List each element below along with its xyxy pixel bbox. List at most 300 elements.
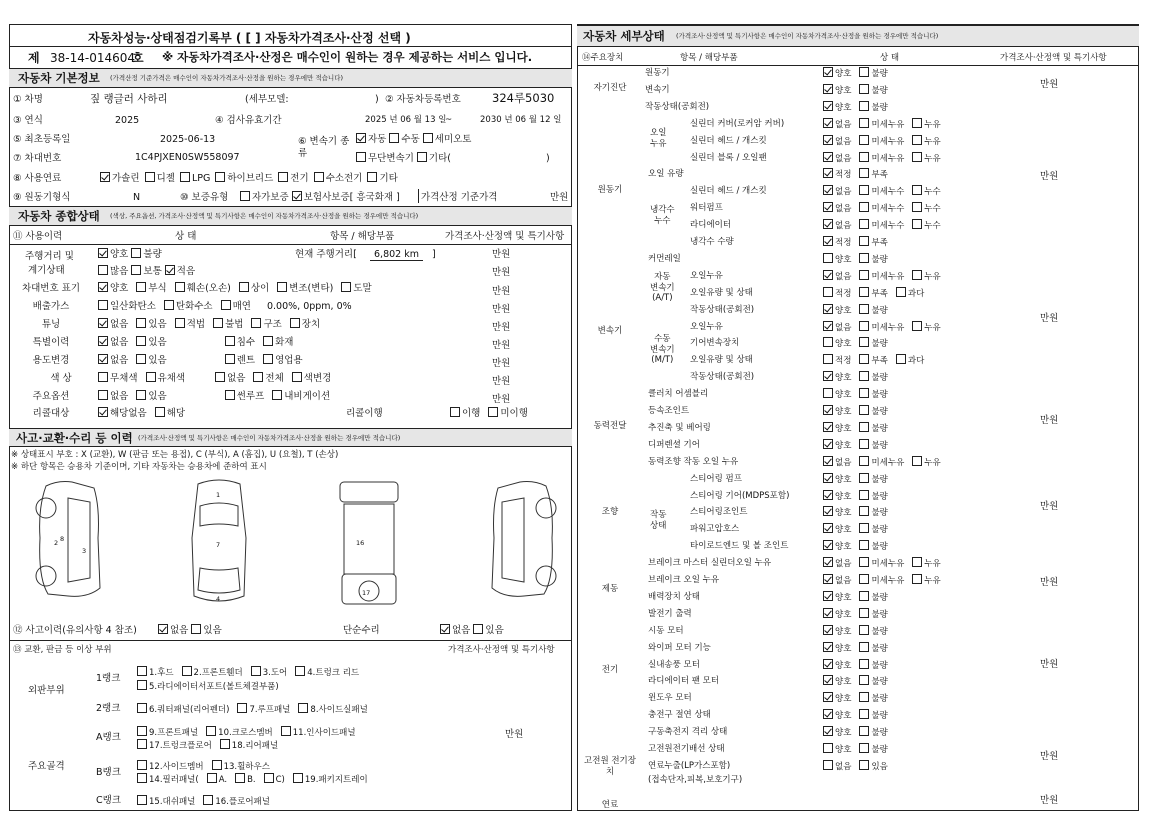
detail-8-1-checkbox[interactable] [823,202,833,212]
part-pb2-3-label: C) [275,775,285,785]
detail-13-2-label: 부족 [871,288,888,299]
detail-34-2-label: 불량 [871,643,888,654]
part-p2-1-label: 7.루프패널 [249,705,291,715]
summary-col-2: 상 태 [175,231,197,242]
summary-r5-1-label: 있음 [148,337,167,348]
summary-r3-1-label: 탄화수소 [175,301,213,312]
car-label-4: 4 [216,595,221,603]
detail-0-1-label: 양호 [835,69,852,79]
detail-1-1-checkbox[interactable] [823,84,833,94]
summary-r6-2-checkbox[interactable] [225,354,235,364]
part-p1-2-checkbox[interactable] [251,666,261,676]
detail-12-2-checkbox[interactable] [859,270,869,280]
detail-13-2-checkbox[interactable] [859,287,869,297]
detail-22-2-label: 불량 [871,440,888,451]
summary-r3-1-checkbox[interactable] [164,300,174,310]
fuel-other-checkbox[interactable] [367,172,377,182]
first-reg-label: ⑤ 최초등록일 [13,134,71,145]
summary-r2-5-checkbox[interactable] [341,282,351,292]
summary-r8-1-checkbox[interactable] [136,390,146,400]
emission-values: 0.00%, 0ppm, 0% [266,301,352,312]
summary-r4-1-checkbox[interactable] [136,318,146,328]
detail-31-2-checkbox[interactable] [859,591,869,601]
part-p2-0-checkbox[interactable] [137,703,147,713]
detail-36-2-checkbox[interactable] [859,675,869,685]
detail-item-5: 실린더 블록 / 오일팬 [690,152,767,163]
detail-4-1-checkbox[interactable] [823,135,833,145]
part-p1-0-checkbox[interactable] [137,666,147,676]
hybrid-checkbox[interactable] [215,172,225,182]
detail-39-1-checkbox[interactable] [823,726,833,736]
car-right-side-diagram [476,478,564,602]
detail-33-2-checkbox[interactable] [859,625,869,635]
insurance-warranty-checkbox[interactable] [292,191,302,201]
summary-r2-4-checkbox[interactable] [277,282,287,292]
repair-none-checkbox[interactable] [440,624,450,634]
detail-5-3-label: 누유 [924,153,941,164]
part-p1-3-label: 4.트렁크 리드 [307,668,360,678]
detail-11-2-checkbox[interactable] [859,253,869,263]
detail-5-2-checkbox[interactable] [859,152,869,162]
part-pb-0-checkbox[interactable] [137,760,147,770]
detail-41-1-checkbox[interactable] [823,760,833,770]
detail-32-1-checkbox[interactable] [823,608,833,618]
gasoline-checkbox[interactable] [100,172,110,182]
detail-3-1-checkbox[interactable] [823,118,833,128]
detail-23-2-checkbox[interactable] [859,456,869,466]
detail-32-2-checkbox[interactable] [859,608,869,618]
accident-history-options: 없음 있음 [158,624,222,636]
detail-9-1-checkbox[interactable] [823,219,833,229]
detail-29-1-checkbox[interactable] [823,557,833,567]
detail-10-1-label: 적정 [835,238,852,248]
detail-item-40: 고전원전기배선 상태 [648,744,725,754]
detail-9-2-checkbox[interactable] [859,219,869,229]
detail-11-1-label: 양호 [835,254,852,265]
detail-20-2-label: 불량 [871,407,888,417]
detail-27-2-checkbox[interactable] [859,523,869,533]
detail-6-2-checkbox[interactable] [859,168,869,178]
summary-r3-0-checkbox[interactable] [98,300,108,310]
summary-row-options-r7 [98,372,339,384]
detail-7-2-checkbox[interactable] [859,185,869,195]
summary-r8-2-label: 썬루프 [236,391,265,402]
summary-r4-3-checkbox[interactable] [213,318,223,328]
detail-9-1-label: 없음 [835,221,852,232]
detail-15-2-checkbox[interactable] [859,321,869,331]
summary-r7-2-label: 없음 [227,373,246,384]
part-pa-0-checkbox[interactable] [137,726,147,736]
part-pb2-3-checkbox[interactable] [264,773,274,783]
summary-r6-1-checkbox[interactable] [136,354,146,364]
mileage-mid-checkbox[interactable] [131,265,141,275]
mileage-high-checkbox[interactable] [98,265,108,275]
detail-18-1-checkbox[interactable] [823,371,833,381]
detail-12-3-label: 누유 [924,271,941,282]
detail-38-2-label: 불량 [871,711,888,722]
part-pb2-2-label: B. [247,775,256,785]
manual-checkbox[interactable] [389,133,399,143]
detail-17-1-checkbox[interactable] [823,354,833,364]
part-pb2-1-checkbox[interactable] [207,773,217,783]
base-price-label: 가격산정 기준가격 [421,192,498,203]
detail-status-21 [823,422,896,434]
detail-13-1-checkbox[interactable] [823,287,833,297]
detail-37-1-checkbox[interactable] [823,692,833,702]
detail-27-1-checkbox[interactable] [823,523,833,533]
detail-35-1-checkbox[interactable] [823,659,833,669]
detail-25-2-checkbox[interactable] [859,490,869,500]
summary-r7-4-checkbox[interactable] [292,372,302,382]
summary-r5-0-checkbox[interactable] [98,336,108,346]
summary-r4-2-checkbox[interactable] [175,318,185,328]
detail-39-1-label: 양호 [835,728,852,739]
detail-status-3 [823,118,949,130]
detail-item-11: 커먼레일 [648,253,681,264]
detail-status-17 [823,354,932,366]
part-p2-1-checkbox[interactable] [237,703,247,713]
summary-r5-1-checkbox[interactable] [136,336,146,346]
summary-r4-0-label: 없음 [110,319,129,330]
detail-36-1-label: 양호 [835,677,852,688]
detail-status-11 [823,253,896,265]
mileage-good-checkbox[interactable] [98,248,108,258]
detail-item-12: 오일누유 [690,270,723,281]
car-label-8: 8 [60,535,65,543]
detail-status-18 [823,371,896,383]
detail-33-2-label: 불량 [871,626,888,637]
summary-r5-3-checkbox[interactable] [263,336,273,346]
detail-21-1-checkbox[interactable] [823,422,833,432]
detail-5-1-checkbox[interactable] [823,152,833,162]
car-label-3: 3 [82,547,87,555]
detail-2-2-checkbox[interactable] [859,101,869,111]
detail-35-2-checkbox[interactable] [859,659,869,669]
detail-29-2-label: 미세누유 [871,559,905,570]
detail-16-2-label: 불량 [871,339,888,350]
recall-done-0-label: 이행 [462,408,481,419]
detail-3-2-checkbox[interactable] [859,118,869,128]
detail-28-1-checkbox[interactable] [823,540,833,550]
summary-col-3: 항목 / 해당부품 [330,231,395,242]
detail-34-2-checkbox[interactable] [859,642,869,652]
detail-28-2-checkbox[interactable] [859,540,869,550]
detail-23-1-checkbox[interactable] [823,456,833,466]
summary-r2-0-label: 양호 [110,283,129,294]
outer-panel-label: 외판부위 [28,685,65,696]
detail-36-1-checkbox[interactable] [823,675,833,685]
detail-status-37 [823,692,896,704]
detail-won-7: 만원 [1040,751,1059,762]
summary-r7-4-label: 색변경 [303,373,332,384]
part-pb2-0-checkbox[interactable] [137,773,147,783]
summary-r2-2-checkbox[interactable] [175,282,185,292]
detail-status-15 [823,321,949,333]
detail-37-2-checkbox[interactable] [859,692,869,702]
detail-item-26: 스티어링조인트 [690,507,748,518]
warranty-options: 자가보증 보험사보증[ 흥국화재 ] [240,191,400,203]
part-p2-0-label: 6.쿼터패널(리어펜더) [149,705,230,715]
detail-0-1-checkbox[interactable] [823,67,833,77]
summary-r5-0-label: 없음 [110,337,129,348]
detail-10-2-label: 부족 [871,238,888,248]
summary-r7-0-checkbox[interactable] [98,372,108,382]
detail-12-1-label: 없음 [835,271,852,282]
other-checkbox[interactable] [417,152,427,162]
summary-r2-3-checkbox[interactable] [239,282,249,292]
detail-3-2-label: 미세누유 [871,119,905,130]
summary-r8-3-checkbox[interactable] [272,390,282,400]
detail-38-2-checkbox[interactable] [859,709,869,719]
diesel-checkbox[interactable] [145,172,155,182]
detail-32-1-label: 양호 [835,609,852,620]
part-p1b-checkbox[interactable] [137,680,147,690]
detail-15-1-checkbox[interactable] [823,321,833,331]
repair-yes-checkbox[interactable] [473,624,483,634]
summary-r2-1-checkbox[interactable] [136,282,146,292]
part-pb2-4-checkbox[interactable] [293,773,303,783]
detail-7-3-checkbox[interactable] [912,185,922,195]
summary-r6-3-checkbox[interactable] [263,354,273,364]
detail-33-1-checkbox[interactable] [823,625,833,635]
detail-38-1-checkbox[interactable] [823,709,833,719]
summary-row-label-r6: 용도변경 [32,355,70,366]
summary-r3-2-checkbox[interactable] [221,300,231,310]
summary-r7-3-checkbox[interactable] [253,372,263,382]
detail-13-3-checkbox[interactable] [896,287,906,297]
basic-header: 자동차 기본정보 [18,71,100,85]
detail-7-1-checkbox[interactable] [823,185,833,195]
part-p2-2-checkbox[interactable] [298,703,308,713]
detail-8-2-checkbox[interactable] [859,202,869,212]
detail-27-2-label: 불량 [871,525,888,536]
recall-done-1-checkbox[interactable] [488,407,498,417]
accident-none-checkbox[interactable] [158,624,168,634]
detail-9-3-checkbox[interactable] [912,219,922,229]
detail-col-2: 항목 / 해당부품 [680,53,738,63]
detail-4-3-checkbox[interactable] [912,135,922,145]
summary-r9-0-checkbox[interactable] [98,407,108,417]
part-pa-1-label: 10.크로스멤버 [218,728,273,738]
electric-checkbox[interactable] [278,172,288,182]
detail-item-15: 오일누유 [690,321,723,332]
mileage-bad-checkbox[interactable] [131,248,141,258]
detail-22-1-checkbox[interactable] [823,439,833,449]
hydrogen-checkbox[interactable] [314,172,324,182]
detail-3-3-checkbox[interactable] [912,118,922,128]
summary-r4-4-checkbox[interactable] [251,318,261,328]
detail-31-2-label: 불량 [871,592,888,603]
detail-29-3-checkbox[interactable] [912,557,922,567]
car-name: 짚 랭글러 사하리 [90,93,168,105]
summary-r5-2-checkbox[interactable] [225,336,235,346]
detail-5-2-label: 미세누유 [871,153,905,164]
summary-r6-1-label: 있음 [148,355,167,366]
detail-item-19: 클러치 어셈블리 [648,389,709,400]
summary-won-5: 만원 [492,340,511,351]
summary-r4-0-checkbox[interactable] [98,318,108,328]
detail-36-2-label: 불량 [871,677,888,688]
detail-40-2-checkbox[interactable] [859,743,869,753]
detail-16-1-checkbox[interactable] [823,337,833,347]
summary-r9-1-checkbox[interactable] [155,407,165,417]
detail-30-1-checkbox[interactable] [823,574,833,584]
detail-17-3-checkbox[interactable] [896,354,906,364]
self-warranty-checkbox[interactable] [240,191,250,201]
part-pa-1-checkbox[interactable] [206,726,216,736]
detail-15-3-checkbox[interactable] [912,321,922,331]
detail-37-2-label: 불량 [871,694,888,705]
cvt-checkbox[interactable] [356,152,366,162]
part-row-pb [137,760,278,772]
part-p1-1-checkbox[interactable] [182,666,192,676]
detail-13-3-label: 과다 [907,288,925,299]
detail-10-2-checkbox[interactable] [859,236,869,246]
detail-item-24: 스티어링 펌프 [690,473,742,484]
detail-23-3-checkbox[interactable] [912,456,922,466]
part-pb-1-checkbox[interactable] [212,760,222,770]
detail-14-2-checkbox[interactable] [859,304,869,314]
detail-21-2-checkbox[interactable] [859,422,869,432]
part-pb2-2-checkbox[interactable] [235,773,245,783]
summary-row-label-r8: 주요옵션 [32,391,70,402]
accident-header: 사고·교환·수리 등 이력 [16,431,133,445]
detail-status-30 [823,574,949,586]
auto-checkbox[interactable] [356,133,366,143]
detail-35-1-label: 양호 [835,660,852,671]
mileage-low-checkbox[interactable] [165,265,175,275]
detail-40-1-checkbox[interactable] [823,743,833,753]
detail-31-1-label: 양호 [835,592,852,603]
detail-18-2-checkbox[interactable] [859,371,869,381]
part-pa2-1-checkbox[interactable] [220,739,230,749]
detail-39-2-checkbox[interactable] [859,726,869,736]
detail-15-1-label: 없음 [835,322,852,333]
summary-r4-5-checkbox[interactable] [290,318,300,328]
detail-2-1-checkbox[interactable] [823,101,833,111]
detail-item-25: 스티어링 기어(MDPS포함) [690,490,790,501]
detail-14-1-label: 양호 [835,305,852,316]
detail-26-2-checkbox[interactable] [859,506,869,516]
detail-status-0 [823,67,896,79]
detail-17-2-checkbox[interactable] [859,354,869,364]
detail-5-3-checkbox[interactable] [912,152,922,162]
detail-33-1-label: 양호 [835,626,852,637]
detail-12-2-label: 미세누유 [871,271,905,282]
detail-23-1-label: 없음 [835,457,852,468]
detail-30-2-checkbox[interactable] [859,574,869,584]
part-p1-0-label: 1.후드 [149,668,174,678]
detail-4-2-checkbox[interactable] [859,135,869,145]
summary-r8-2-checkbox[interactable] [225,390,235,400]
detail-item-37: 윈도우 모터 [648,693,692,704]
detail-12-1-checkbox[interactable] [823,270,833,280]
detail-31-1-checkbox[interactable] [823,591,833,601]
detail-19-1-checkbox[interactable] [823,388,833,398]
semi-auto-checkbox[interactable] [423,133,433,143]
detail-item-18: 작동상태(공회전) [690,372,755,383]
detail-1-2-label: 불량 [871,85,888,96]
summary-r2-0-checkbox[interactable] [98,282,108,292]
detail-item-22: 디퍼렌셜 기어 [648,439,700,450]
part-row-pb2 [137,773,376,785]
detail-24-1-checkbox[interactable] [823,473,833,483]
detail-1-2-checkbox[interactable] [859,84,869,94]
detail-29-2-checkbox[interactable] [859,557,869,567]
part-pa2-0-label: 17.트렁크플로어 [149,741,212,751]
detail-11-1-checkbox[interactable] [823,253,833,263]
summary-r7-2-checkbox[interactable] [215,372,225,382]
detail-6-2-label: 부족 [871,170,888,181]
summary-won-2: 만원 [492,286,511,297]
detail-section-7: 고전원 전기장치 [584,756,636,778]
part-pc-0-checkbox[interactable] [137,795,147,805]
summary-r6-0-label: 없음 [110,355,129,366]
part-pa-2-checkbox[interactable] [281,726,291,736]
summary-r2-2-label: 훼손(오손) [186,283,231,294]
detail-24-2-checkbox[interactable] [859,473,869,483]
detail-3-3-label: 누유 [924,119,941,130]
detail-25-1-checkbox[interactable] [823,490,833,500]
summary-r6-0-checkbox[interactable] [98,354,108,364]
summary-r8-0-checkbox[interactable] [98,390,108,400]
detail-won-1: 만원 [1040,171,1059,182]
detail-item-4: 실린더 헤드 / 개스킷 [690,135,767,146]
detail-0-2-checkbox[interactable] [859,67,869,77]
detail-status-22 [823,439,896,451]
detail-22-2-checkbox[interactable] [859,439,869,449]
detail-19-2-checkbox[interactable] [859,388,869,398]
detail-34-1-checkbox[interactable] [823,642,833,652]
detail-26-2-label: 불량 [871,508,888,519]
detail-6-1-checkbox[interactable] [823,168,833,178]
detail-status-29 [823,557,949,569]
detail-20-2-checkbox[interactable] [859,405,869,415]
detail-item-31: 배력장치 상태 [648,591,700,602]
detail-18-2-label: 불량 [871,373,888,384]
lpg-checkbox[interactable] [180,172,190,182]
detail-41-2-checkbox[interactable] [859,760,869,770]
detail-8-3-checkbox[interactable] [912,202,922,212]
part-p1-2-label: 3.도어 [262,668,288,678]
detail-20-1-checkbox[interactable] [823,405,833,415]
part-pc-1-checkbox[interactable] [203,795,213,805]
detail-30-3-checkbox[interactable] [912,574,922,584]
rank-1-label: 1랭크 [96,673,121,684]
detail-item-27: 파워고압호스 [690,524,740,535]
summary-r7-1-checkbox[interactable] [146,372,156,382]
recall-done-0-checkbox[interactable] [450,407,460,417]
detail-14-1-checkbox[interactable] [823,304,833,314]
detail-16-2-checkbox[interactable] [859,337,869,347]
part-row-p2 [137,703,376,715]
car-name-label: ① 차명 [13,94,43,105]
car-label-7: 7 [216,541,221,549]
part-p1-3-checkbox[interactable] [295,666,305,676]
detail-40-2-label: 불량 [871,745,888,755]
detail-26-1-checkbox[interactable] [823,506,833,516]
part-pa2-0-checkbox[interactable] [137,739,147,749]
part-pc-0-label: 15.대쉬패널 [149,797,196,807]
accident-yes-checkbox[interactable] [191,624,201,634]
summary-row-options-r2 [98,282,380,294]
detail-12-3-checkbox[interactable] [912,270,922,280]
rank-b-label: B랭크 [96,767,121,778]
detail-10-1-checkbox[interactable] [823,236,833,246]
simple-repair-options: 없음 있음 [440,624,504,636]
exchange-label: ⑬ 교환, 판금 등 이상 부위 [13,645,112,655]
detail-won-5: 만원 [1040,577,1059,588]
